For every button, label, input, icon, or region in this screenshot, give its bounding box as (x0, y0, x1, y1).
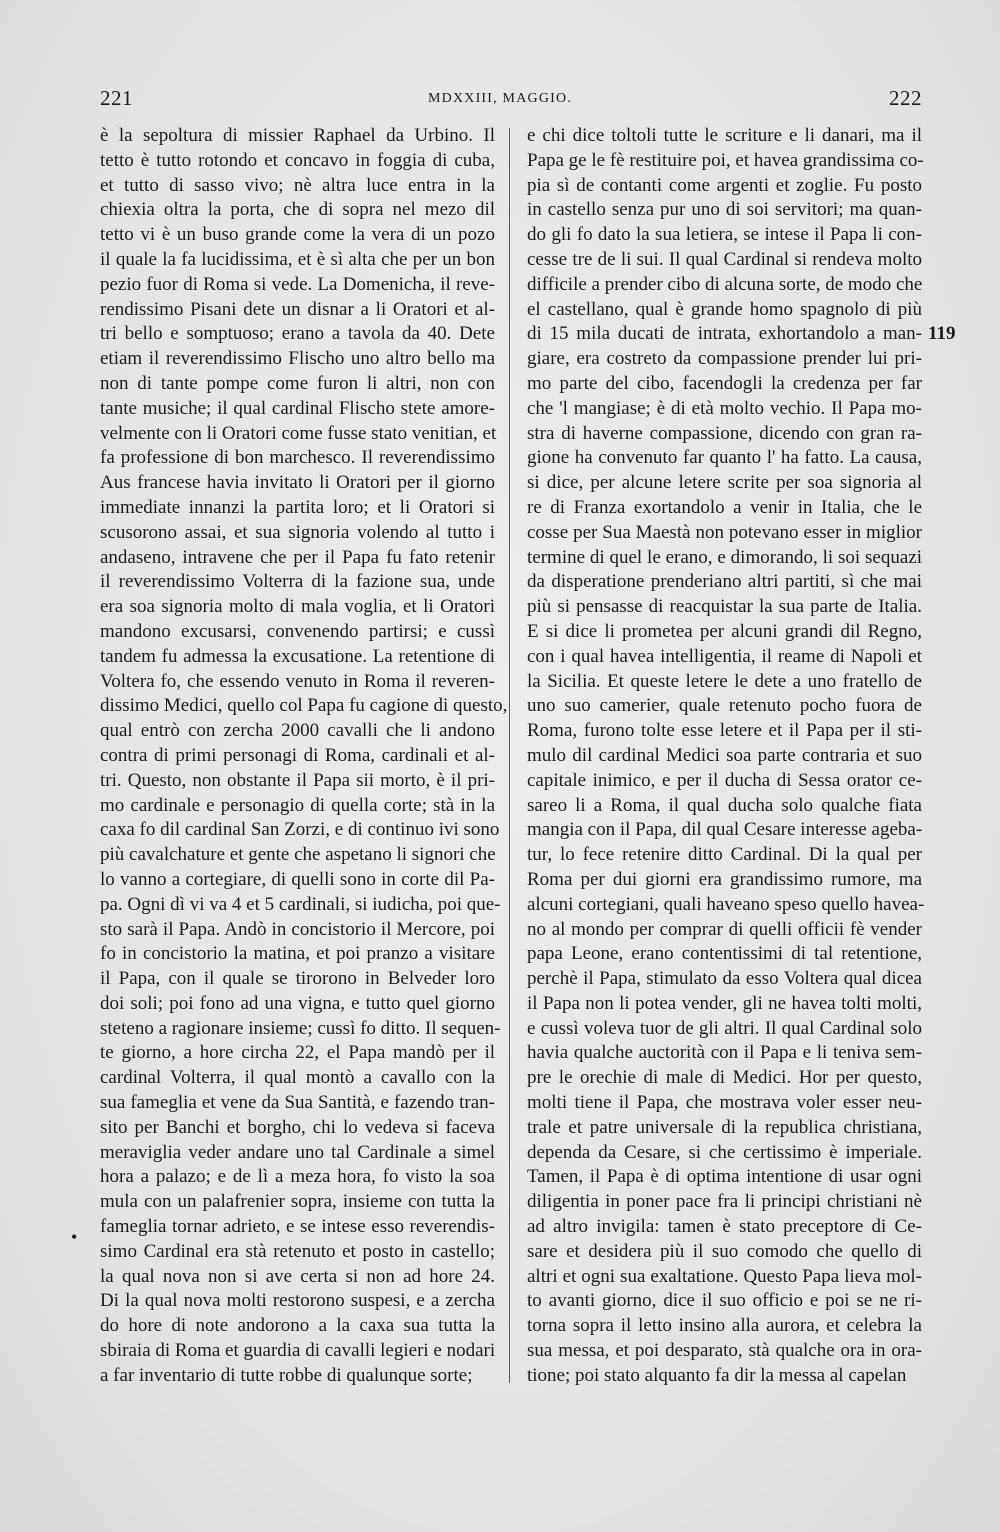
left-text-column (100, 124, 508, 1389)
text-line: E si dice li prometea per alcuni grandi dil Regno, (527, 620, 922, 642)
text-line: sua fameglia et vene da Sua Santità, e fazendo tran- (100, 1092, 495, 1114)
text-line: difficile a prender cibo di alcuna sorte, de modo che (527, 273, 923, 295)
text-line: do hore di note andorono a la caxa sua tutta la (100, 1315, 495, 1337)
text-line: trale et patre universale di la republica christiana, (527, 1116, 922, 1138)
text-line: fameglia tornar adrieto, e se intese esso reverendis- (100, 1216, 495, 1238)
text-line: Aus francese havia invitato li Oratori per il giorno (100, 472, 495, 494)
text-line: andaseno, intravene che per il Papa fu fato retenir (100, 546, 495, 568)
text-line: torna sopra il letto insino alla aurora, et celebra la (527, 1315, 922, 1337)
text-line: tetto vi è un buso grande come la vera di un pozo (100, 224, 495, 246)
text-line: la Sicilia. Et queste letere le dete a uno fratello de (527, 670, 922, 692)
text-line: di 15 mila ducati de intrata, exhortandolo a man- (527, 323, 922, 345)
text-line: mo cardinale e personagio di quella corte; stà in la (100, 794, 495, 816)
text-line: con i qual havea intelligentia, il reame di Napoli et (527, 645, 922, 667)
text-line: et tutto di sasso vivo; nè altra luce entra in la (100, 174, 495, 196)
text-line: pa. Ogni dì vi va 4 et 5 cardinali, si iudicha, poi que- (100, 893, 501, 915)
text-line: te giorno, a hore circha 22, el Papa mandò per il (100, 1042, 495, 1064)
right-text-column (527, 124, 925, 1389)
text-line: tur, lo fece retenire ditto Cardinal. Di la qual per (527, 844, 922, 866)
text-line: altri et ogni sua exaltatione. Questo Papa lieva mol- (527, 1265, 922, 1287)
text-line: mangia con il Papa, dil qual Cesare interesse ageba- (527, 819, 923, 841)
text-line: no al mondo per comprar di quelli officii fè vender (527, 918, 922, 940)
text-line: lo vanno a cortegiare, di quelli sono in corte dil Pa- (100, 868, 495, 890)
text-line: simo Cardinal era stà retenuto et posto in castello; (100, 1240, 495, 1262)
margin-reference-number: 119 (928, 323, 956, 344)
text-line: do gli fo dato la sua letiera, se intese il Papa li con- (527, 224, 922, 246)
text-line: chiexia oltra la porta, che di sopra nel mezo dil (100, 199, 495, 221)
text-line: fo in concistorio la matina, et poi pranzo a visitare (100, 943, 495, 965)
text-line: pezio fuor di Roma si vede. La Domenicha, il reve- (100, 273, 495, 295)
text-line: contra di primi personagi di Roma, cardinali et al- (100, 744, 495, 766)
text-line: etiam il reverendissimo Flischo uno altro bello ma (100, 348, 495, 370)
text-line: cosse per Sua Maestà non potevano esser in miglior (527, 521, 922, 543)
column-divider (509, 128, 510, 1383)
text-line: tante musiche; il qual cardinal Flischo stete amore- (100, 397, 495, 419)
text-line: era soa signoria molto di mala voglia, et li Oratori (100, 596, 495, 618)
text-line: capitale inimico, e per il ducha di Sessa orator ce- (527, 769, 922, 791)
text-line: steteno a ragionare insieme; cussì fo ditto. Il sequen- (100, 1017, 501, 1039)
text-line: il Papa, con il quale se tirorono in Belveder loro (100, 968, 495, 990)
margin-mark: • (71, 1227, 78, 1247)
text-line: velmente con li Oratori come fusse stato venitian, et (100, 422, 497, 444)
text-line: mula con un palafrenier sopra, insieme con tutta la (100, 1191, 495, 1213)
text-line: Voltera fo, che essendo venuto in Roma il reveren- (100, 670, 495, 692)
text-line: il reverendissimo Volterra di la fazione sua, unde (100, 571, 495, 593)
text-line: sbiraia di Roma et guardia di cavalli legieri e nodari (100, 1340, 496, 1362)
text-line: in castello senza pur uno di soi servitori; ma quan- (527, 199, 922, 221)
text-line: è la sepoltura di missier Raphael da Urbino. Il (100, 125, 495, 146)
text-line: pia sì de contanti come argenti et zoglie. Fu posto (527, 174, 922, 196)
text-line: immediate innanzi la partita loro; et li Oratori si (100, 496, 495, 518)
text-line: e cussì voleva tuor de gli altri. Il qual Cardinal solo (527, 1017, 922, 1039)
text-line: tri. Questo, non obstante il Papa sii morto, è il pri- (100, 769, 495, 791)
text-line: sua messa, et poi desparato, stà qualche ora in ora- (527, 1340, 922, 1362)
text-line: meraviglia veder andare uno tal Cardinale a simel (100, 1141, 495, 1163)
text-line: scusorono assai, et sua signoria volendo al tutto i (100, 521, 495, 543)
text-line: papa Leone, erano contentissimi di tal retentione, (527, 943, 922, 965)
text-line: dissimo Medici, quello col Papa fu cagione di questo, (100, 695, 508, 717)
text-line: tetto è tutto rotondo et concavo in foggia di cuba, (100, 149, 495, 171)
text-line: qual entrò con zercha 2000 cavalli che li andono (100, 720, 495, 742)
text-line: doi soli; poi fono ad una vigna, e tutto quel giorno (100, 992, 495, 1014)
text-line: to avanti giorno, dice il suo officio e poi se ne ri- (527, 1290, 922, 1312)
text-line: Roma, furono tolte esse letere et il Papa per il sti- (527, 720, 922, 742)
text-line: giare, era costreto da compassione prender lui pri- (527, 348, 922, 370)
right-page-number: 222 (889, 86, 922, 110)
text-line: mandono excusarsi, convenendo partirsi; e cussì (100, 620, 495, 642)
text-line: hora a palazo; e de lì a meza hora, fo visto la soa (100, 1166, 495, 1188)
running-head: MDXXIII, MAGGIO. (427, 91, 573, 106)
text-line: più si pensasse di reacquistar la sua parte de Italia. (527, 596, 922, 618)
text-line: el castellano, qual è grande homo spagnolo di più (527, 298, 922, 320)
text-line: pre le orechie di male di Medici. Hor per questo, (527, 1067, 922, 1089)
text-line: mo parte del cibo, facendogli la credenza per far (527, 372, 922, 394)
text-line: più cavalchature et gente che aspetano li signori che (100, 844, 496, 866)
text-line: e chi dice toltoli tutte le scriture e li danari, ma il (527, 125, 922, 146)
text-line: ad altro invigila: tamen è stato preceptore di Ce- (527, 1216, 922, 1238)
text-line: sareo li a Roma, il qual ducha solo qualche fiata (527, 794, 922, 816)
text-line: a far inventario di tutte robbe di qualunque sorte; (100, 1364, 473, 1386)
text-line: il quale la fa lucidissima, et è sì alta che per un bon (100, 248, 495, 270)
text-line: re di Franza exortandolo a venir in Italia, che le (527, 496, 922, 518)
text-line: si dice, per alcune letere scrite per soa signoria al (527, 472, 922, 494)
text-line: sare et desidera più il suo comodo che quello di (527, 1240, 922, 1262)
text-line: da disperatione prenderiano altri partiti, sì che mai (527, 571, 922, 593)
left-page-number: 221 (100, 86, 133, 110)
text-line: non di tante pompe come furon li altri, non con (100, 372, 495, 394)
text-line: stra di haverne compassione, dicendo con gran ra- (527, 422, 922, 444)
text-line: perchè il Papa, stimulato da esso Voltera qual dicea (527, 968, 922, 990)
text-line: alcuni cortegiani, quali haveano speso quello havea- (527, 893, 925, 915)
text-line: dependa da Cesare, si che certissimo è imperiale. (527, 1141, 922, 1163)
text-line: Di la qual nova molti restorono suspesi, e a zercha (100, 1290, 495, 1312)
text-line: tandem fu admessa la excusatione. La retentione di (100, 645, 495, 667)
text-line: mulo dil cardinal Medici soa parte contraria et suo (527, 744, 922, 766)
text-line: la qual nova non si ave certa si non ad hore 24. (100, 1265, 495, 1287)
text-line: molti tiene il Papa, che mostrava voler esser neu- (527, 1092, 922, 1114)
text-line: caxa fo dil cardinal San Zorzi, e di continuo ivi sono (100, 819, 500, 841)
text-line: cardinal Volterra, il qual montò a cavallo con la (100, 1067, 495, 1089)
text-line: rendissimo Pisani dete un disnar a li Oratori et al- (100, 298, 495, 320)
text-line: termine di quel le erano, e dimorando, li soi sequazi (527, 546, 922, 568)
text-line: tione; poi stato alquanto fa dir la messa al capelan (527, 1364, 907, 1386)
text-line: Papa ge le fè restituire poi, et havea grandissima co- (527, 149, 924, 171)
text-line: gione ha convenuto far quanto l' ha fatto. La causa, (527, 447, 922, 469)
text-line: sito per Banchi et borgho, chi lo vedeva si faceva (100, 1116, 495, 1138)
text-line: fa professione di bon marchesco. Il reverendissimo (100, 447, 495, 469)
text-line: tri bello e somptuoso; erano a tavola da 40. Dete (100, 323, 495, 345)
text-line: uno suo camerier, quale retenuto pocho fuora de (527, 695, 922, 717)
text-line: Tamen, il Papa è di optima intentione di usar ogni (527, 1166, 922, 1188)
text-line: Roma per dui giorni era grandissimo rumore, ma (527, 868, 922, 890)
text-line: cesse tre de li sui. Il qual Cardinal si rendeva molto (527, 248, 922, 270)
text-line: diligentia in poner pace fra li principi christiani nè (527, 1191, 922, 1213)
text-line: che 'l mangiase; è di età molto vechio. Il Papa mo- (527, 397, 922, 419)
text-line: havia qualche auctorità con il Papa e li teniva sem- (527, 1042, 922, 1064)
text-line: sto sarà il Papa. Andò in concistorio il Mercore, poi (100, 918, 495, 940)
text-line: il Papa non li potea vender, gli ne havea tolti molti, (527, 992, 922, 1014)
